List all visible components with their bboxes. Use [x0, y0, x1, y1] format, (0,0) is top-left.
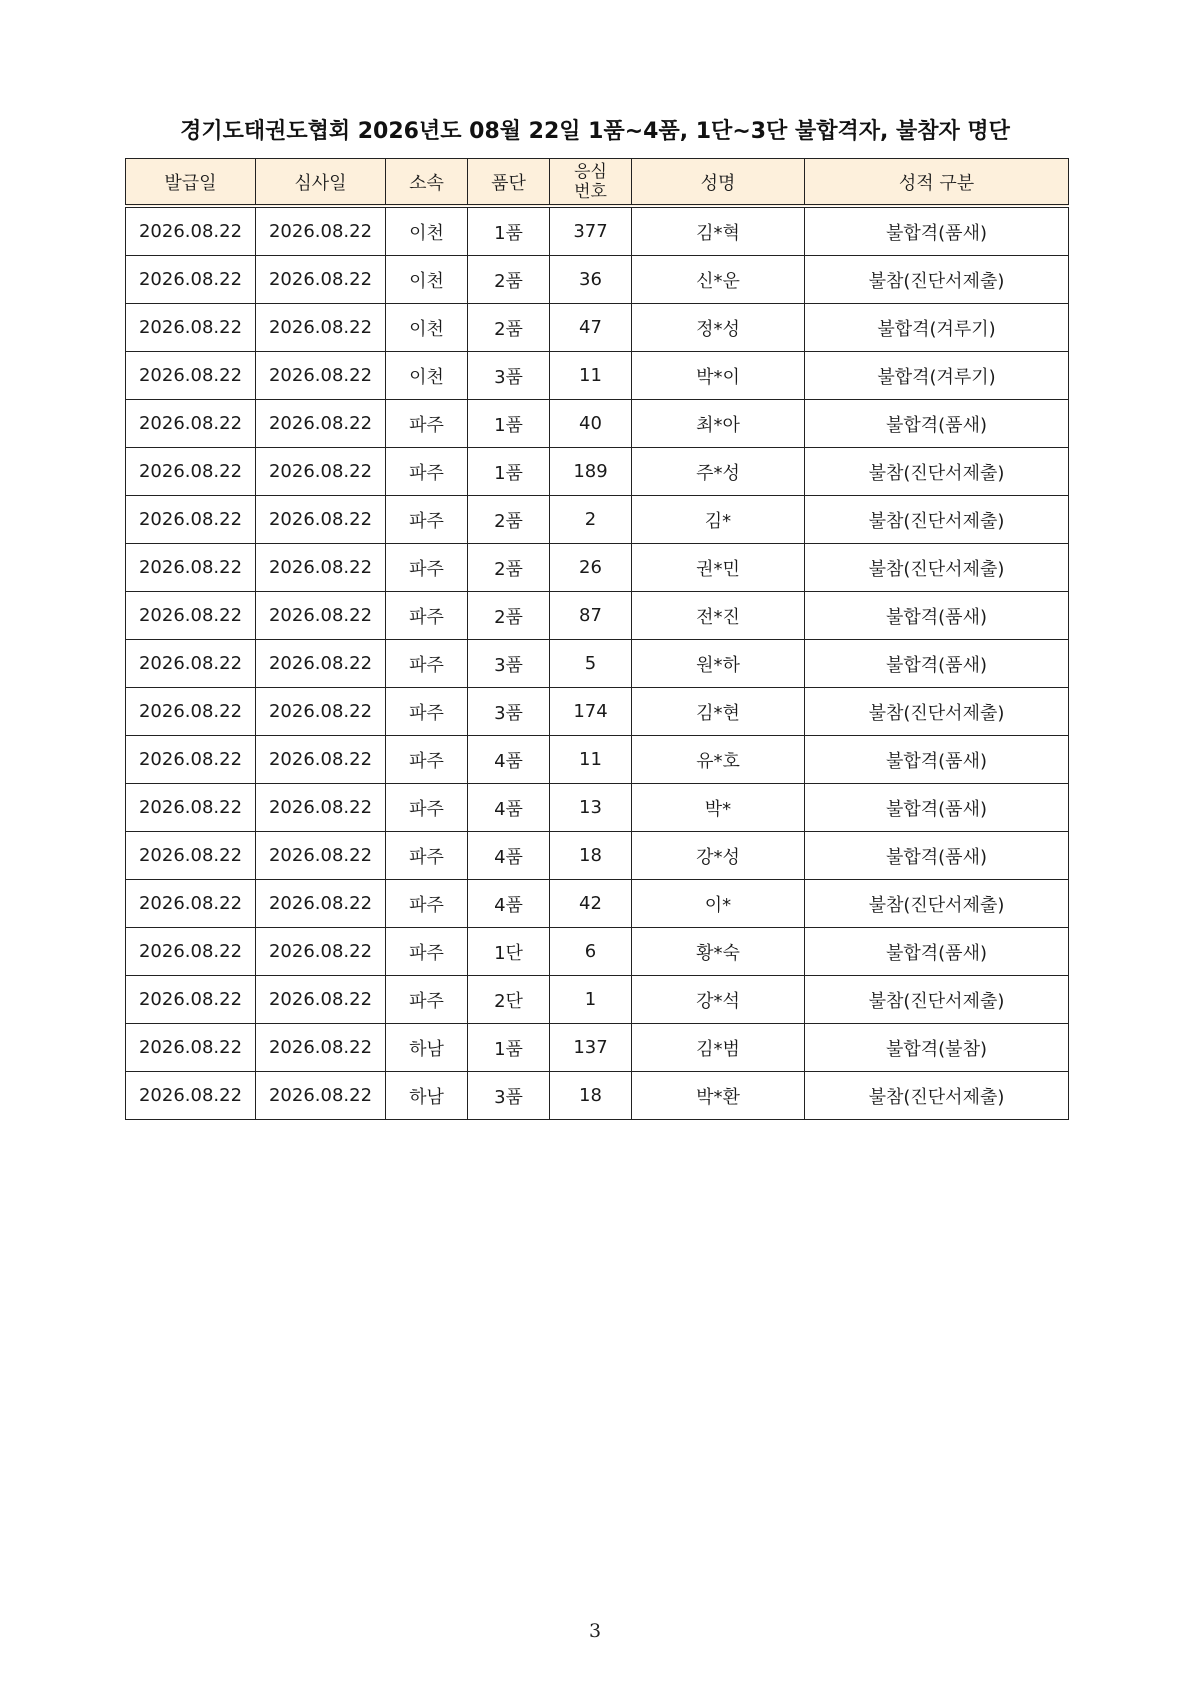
cell-issue-date: 2026.08.22: [126, 592, 256, 640]
cell-name: 원*하: [632, 640, 805, 688]
cell-exam-number: 11: [550, 736, 632, 784]
cell-name: 주*성: [632, 448, 805, 496]
cell-exam-date: 2026.08.22: [256, 256, 386, 304]
cell-rank: 1품: [468, 400, 550, 448]
cell-exam-number: 174: [550, 688, 632, 736]
table-body: [126, 206, 1069, 1120]
cell-exam-date: 2026.08.22: [256, 976, 386, 1024]
cell-rank: 1품: [468, 206, 550, 256]
cell-issue-date: 2026.08.22: [126, 784, 256, 832]
cell-affiliation: 이천: [386, 256, 468, 304]
cell-result: 불합격(품새): [805, 928, 1069, 976]
results-table: [125, 158, 1069, 1120]
cell-affiliation: 파주: [386, 880, 468, 928]
table-row: [126, 448, 1069, 496]
cell-exam-number: 2: [550, 496, 632, 544]
cell-name: 이*: [632, 880, 805, 928]
cell-name: 전*진: [632, 592, 805, 640]
cell-exam-number: 6: [550, 928, 632, 976]
cell-affiliation: 파주: [386, 976, 468, 1024]
cell-affiliation: 파주: [386, 448, 468, 496]
cell-issue-date: 2026.08.22: [126, 1072, 256, 1120]
cell-exam-date: 2026.08.22: [256, 448, 386, 496]
cell-result: 불참(진단서제출): [805, 544, 1069, 592]
cell-exam-number: 36: [550, 256, 632, 304]
header-row: [126, 159, 1069, 207]
header-exam-number-line2: 번호: [574, 181, 607, 202]
cell-exam-number: 377: [550, 206, 632, 256]
cell-affiliation: 파주: [386, 736, 468, 784]
cell-issue-date: 2026.08.22: [126, 640, 256, 688]
cell-result: 불참(진단서제출): [805, 1072, 1069, 1120]
cell-result: 불합격(품새): [805, 832, 1069, 880]
cell-rank: 4품: [468, 736, 550, 784]
cell-affiliation: 이천: [386, 352, 468, 400]
cell-result: 불참(진단서제출): [805, 976, 1069, 1024]
cell-rank: 2품: [468, 592, 550, 640]
cell-name: 김*: [632, 496, 805, 544]
cell-exam-date: 2026.08.22: [256, 736, 386, 784]
table-row: [126, 352, 1069, 400]
table-row: [126, 976, 1069, 1024]
table-row: [126, 544, 1069, 592]
header-exam-number: [550, 159, 632, 207]
cell-rank: 4품: [468, 832, 550, 880]
cell-issue-date: 2026.08.22: [126, 496, 256, 544]
table-row: [126, 256, 1069, 304]
cell-name: 김*범: [632, 1024, 805, 1072]
cell-exam-date: 2026.08.22: [256, 928, 386, 976]
table-row: [126, 206, 1069, 256]
cell-name: 박*환: [632, 1072, 805, 1120]
cell-name: 김*현: [632, 688, 805, 736]
cell-result: 불합격(품새): [805, 736, 1069, 784]
table-row: [126, 1024, 1069, 1072]
cell-issue-date: 2026.08.22: [126, 352, 256, 400]
cell-rank: 3품: [468, 688, 550, 736]
cell-rank: 4품: [468, 784, 550, 832]
cell-issue-date: 2026.08.22: [126, 880, 256, 928]
cell-rank: 2품: [468, 256, 550, 304]
table-row: [126, 400, 1069, 448]
cell-result: 불참(진단서제출): [805, 256, 1069, 304]
cell-exam-number: 13: [550, 784, 632, 832]
cell-affiliation: 파주: [386, 832, 468, 880]
cell-name: 신*운: [632, 256, 805, 304]
cell-result: 불합격(품새): [805, 640, 1069, 688]
header-issue-date: 발급일: [126, 159, 256, 207]
cell-name: 강*성: [632, 832, 805, 880]
cell-rank: 2품: [468, 496, 550, 544]
cell-exam-date: 2026.08.22: [256, 304, 386, 352]
cell-affiliation: 파주: [386, 640, 468, 688]
cell-exam-date: 2026.08.22: [256, 592, 386, 640]
table-row: [126, 1072, 1069, 1120]
cell-name: 박*이: [632, 352, 805, 400]
cell-affiliation: 하남: [386, 1072, 468, 1120]
cell-rank: 3품: [468, 1072, 550, 1120]
cell-rank: 2단: [468, 976, 550, 1024]
cell-name: 최*아: [632, 400, 805, 448]
table-row: [126, 880, 1069, 928]
header-exam-number-line1: 응심: [574, 161, 607, 182]
cell-result: 불참(진단서제출): [805, 880, 1069, 928]
cell-name: 권*민: [632, 544, 805, 592]
cell-name: 정*성: [632, 304, 805, 352]
cell-issue-date: 2026.08.22: [126, 1024, 256, 1072]
header-exam-date: 심사일: [256, 159, 386, 207]
cell-name: 강*석: [632, 976, 805, 1024]
cell-exam-date: 2026.08.22: [256, 880, 386, 928]
table-row: [126, 832, 1069, 880]
cell-rank: 1품: [468, 448, 550, 496]
table-row: [126, 928, 1069, 976]
cell-rank: 3품: [468, 352, 550, 400]
cell-exam-number: 47: [550, 304, 632, 352]
cell-issue-date: 2026.08.22: [126, 688, 256, 736]
cell-name: 황*숙: [632, 928, 805, 976]
cell-name: 김*혁: [632, 206, 805, 256]
cell-rank: 2품: [468, 304, 550, 352]
cell-affiliation: 하남: [386, 1024, 468, 1072]
cell-exam-number: 137: [550, 1024, 632, 1072]
table-row: [126, 688, 1069, 736]
cell-exam-number: 18: [550, 832, 632, 880]
cell-affiliation: 파주: [386, 496, 468, 544]
cell-name: 유*호: [632, 736, 805, 784]
cell-affiliation: 파주: [386, 928, 468, 976]
cell-issue-date: 2026.08.22: [126, 400, 256, 448]
table-row: [126, 304, 1069, 352]
cell-result: 불참(진단서제출): [805, 448, 1069, 496]
page-number: 3: [588, 1620, 602, 1642]
table-row: [126, 736, 1069, 784]
cell-exam-date: 2026.08.22: [256, 496, 386, 544]
header-result: 성적 구분: [805, 159, 1069, 207]
table-row: [126, 640, 1069, 688]
cell-issue-date: 2026.08.22: [126, 448, 256, 496]
cell-affiliation: 파주: [386, 688, 468, 736]
cell-result: 불참(진단서제출): [805, 496, 1069, 544]
cell-exam-number: 87: [550, 592, 632, 640]
cell-result: 불합격(품새): [805, 592, 1069, 640]
header-affiliation: 소속: [386, 159, 468, 207]
cell-issue-date: 2026.08.22: [126, 736, 256, 784]
cell-name: 박*: [632, 784, 805, 832]
cell-exam-number: 5: [550, 640, 632, 688]
cell-affiliation: 파주: [386, 592, 468, 640]
cell-exam-number: 11: [550, 352, 632, 400]
cell-rank: 1품: [468, 1024, 550, 1072]
cell-rank: 4품: [468, 880, 550, 928]
cell-rank: 2품: [468, 544, 550, 592]
cell-exam-number: 189: [550, 448, 632, 496]
cell-exam-date: 2026.08.22: [256, 352, 386, 400]
cell-exam-date: 2026.08.22: [256, 1024, 386, 1072]
cell-exam-number: 26: [550, 544, 632, 592]
cell-result: 불합격(불참): [805, 1024, 1069, 1072]
cell-affiliation: 이천: [386, 206, 468, 256]
cell-exam-number: 42: [550, 880, 632, 928]
cell-result: 불참(진단서제출): [805, 688, 1069, 736]
document-title: 경기도태권도협회 2026년도 08월 22일 1품~4품, 1단~3단 불합격자, 불참자 명단: [180, 119, 1010, 144]
cell-result: 불합격(품새): [805, 206, 1069, 256]
table-row: [126, 592, 1069, 640]
cell-result: 불합격(겨루기): [805, 304, 1069, 352]
cell-affiliation: 파주: [386, 400, 468, 448]
cell-exam-date: 2026.08.22: [256, 688, 386, 736]
cell-exam-number: 1: [550, 976, 632, 1024]
cell-result: 불합격(품새): [805, 400, 1069, 448]
cell-issue-date: 2026.08.22: [126, 976, 256, 1024]
cell-exam-number: 40: [550, 400, 632, 448]
cell-exam-date: 2026.08.22: [256, 1072, 386, 1120]
table-header: [126, 159, 1069, 207]
header-rank: 품단: [468, 159, 550, 207]
header-name: 성명: [632, 159, 805, 207]
cell-issue-date: 2026.08.22: [126, 832, 256, 880]
cell-result: 불합격(겨루기): [805, 352, 1069, 400]
cell-rank: 3품: [468, 640, 550, 688]
cell-issue-date: 2026.08.22: [126, 928, 256, 976]
cell-exam-date: 2026.08.22: [256, 544, 386, 592]
table-row: [126, 784, 1069, 832]
cell-exam-number: 18: [550, 1072, 632, 1120]
cell-issue-date: 2026.08.22: [126, 304, 256, 352]
cell-issue-date: 2026.08.22: [126, 206, 256, 256]
cell-result: 불합격(품새): [805, 784, 1069, 832]
cell-issue-date: 2026.08.22: [126, 544, 256, 592]
cell-rank: 1단: [468, 928, 550, 976]
cell-issue-date: 2026.08.22: [126, 256, 256, 304]
cell-affiliation: 이천: [386, 304, 468, 352]
cell-affiliation: 파주: [386, 544, 468, 592]
cell-exam-date: 2026.08.22: [256, 400, 386, 448]
cell-exam-date: 2026.08.22: [256, 206, 386, 256]
cell-exam-date: 2026.08.22: [256, 784, 386, 832]
cell-exam-date: 2026.08.22: [256, 640, 386, 688]
cell-exam-date: 2026.08.22: [256, 832, 386, 880]
table-row: [126, 496, 1069, 544]
cell-affiliation: 파주: [386, 784, 468, 832]
